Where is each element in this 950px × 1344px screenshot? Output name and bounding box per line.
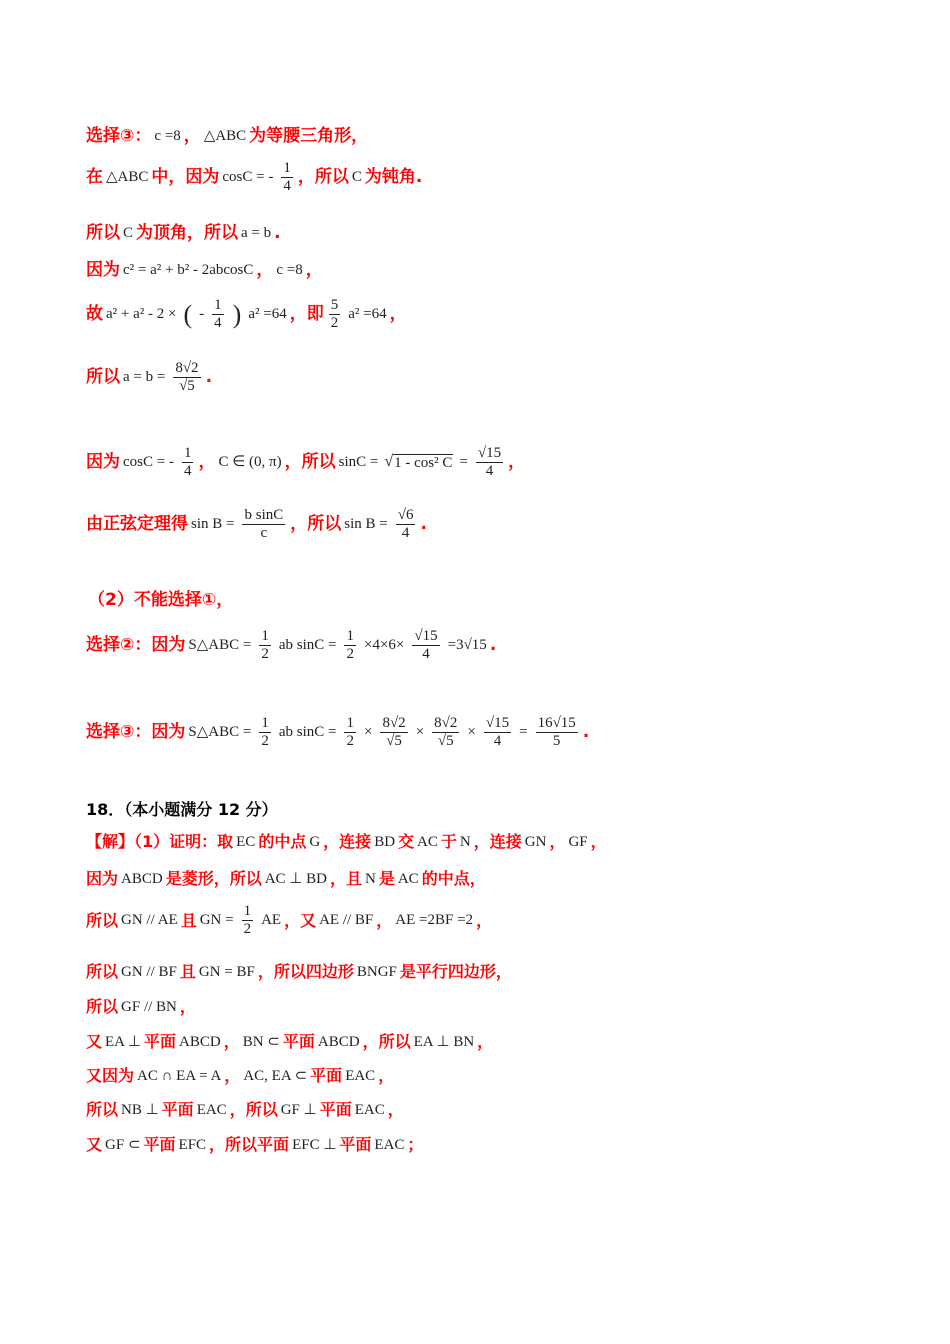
math: AE =2BF =2 [395, 912, 474, 929]
text: . [489, 635, 497, 656]
fraction: $\frac{1}{2}$ [261, 628, 269, 663]
math: GF [568, 833, 588, 850]
line-10 [86, 628, 496, 664]
line-9 [88, 592, 233, 609]
math: GN // AE [121, 912, 178, 929]
line-7 [86, 445, 525, 481]
fraction: $\frac{√6}{4}$ [397, 507, 414, 542]
math: a² =64 [248, 306, 287, 323]
text: 平面 [310, 1066, 343, 1085]
text: . [274, 223, 281, 243]
math: ABCD [179, 1033, 221, 1050]
fraction: $\frac{1}{4}$ [183, 445, 192, 480]
math: C [123, 225, 134, 241]
math: ×4×6× [363, 637, 405, 654]
math: - [199, 306, 205, 323]
math: GN [524, 833, 547, 850]
text: 平面 [144, 1032, 177, 1051]
math: BN ⊂ [242, 1033, 280, 1050]
text: 又 [86, 1032, 103, 1051]
math: × [467, 724, 476, 741]
text: ， [549, 832, 566, 851]
text: ，所以四边形 [257, 962, 354, 981]
text: 因为 [86, 869, 119, 888]
text: ，所以平面 [209, 1135, 290, 1154]
fraction: $\frac{16√15}{5}$ [537, 715, 576, 750]
math: ABCD [317, 1033, 360, 1050]
text: 是 [378, 869, 395, 888]
math: GN // BF [121, 963, 177, 980]
line-16 [86, 964, 512, 980]
fraction: $\frac{8√2}{√5}$ [382, 715, 406, 750]
right-paren: ) [232, 299, 242, 329]
fraction: $\frac{8√2}{√5}$ [175, 360, 199, 395]
math: a = b [241, 225, 272, 241]
math: EAC [345, 1067, 376, 1084]
text: 是菱形，所以 [165, 869, 262, 888]
text: ， [198, 452, 216, 473]
text: 的中点 [258, 832, 307, 851]
math: = [459, 454, 468, 471]
text: . [582, 722, 590, 743]
math: AC, EA ⊂ [243, 1067, 308, 1084]
text: 所以 [86, 367, 120, 388]
text: ， [224, 1066, 241, 1085]
text: 为钝角. [364, 167, 423, 188]
text: 选择③：因为 [86, 722, 186, 743]
sqrt: √ 1 - cos² C [384, 453, 453, 471]
line-17 [86, 999, 196, 1015]
text: 是平行四边形， [399, 962, 512, 981]
text: ； [407, 1135, 424, 1154]
math: cosC = - [123, 454, 174, 471]
math: ABCD [121, 870, 163, 887]
text: 因为 [86, 452, 120, 473]
line-18 [86, 1034, 493, 1050]
math: a² =64 [348, 306, 387, 323]
math: c =8 [154, 128, 181, 144]
line-5 [86, 297, 407, 333]
math: EAC [374, 1136, 405, 1153]
math: c =8 [276, 262, 303, 278]
math: G [309, 833, 321, 850]
math: × [363, 724, 373, 741]
math: AC [397, 870, 419, 887]
text: 由正弦定理得 [86, 514, 188, 535]
text: ， [508, 452, 526, 473]
math: c² = a² + b² - 2abcosC [123, 262, 254, 278]
math: N [459, 833, 471, 850]
text: ，连接 [323, 832, 372, 851]
math: NB ⊥ [121, 1101, 159, 1118]
math: AE // BF [319, 912, 374, 929]
text: ，且 [329, 869, 362, 888]
math: EA ⊥ BN [413, 1033, 475, 1050]
text: ，所以 [229, 1100, 278, 1119]
line-11 [86, 715, 589, 751]
math: EA ⊥ [105, 1033, 141, 1050]
math: EFC ⊥ [292, 1136, 337, 1153]
text: （2）不能选择①， [88, 590, 234, 610]
math: a = b = [123, 369, 166, 386]
fraction: $\frac{√15}{4}$ [477, 445, 502, 480]
text: ， [179, 997, 196, 1016]
text: 18．（本小题满分 12 分） [86, 800, 278, 819]
line-3 [86, 225, 281, 242]
text: 平面 [319, 1100, 352, 1119]
text: 选择②：因为 [86, 635, 186, 656]
text: ， [183, 126, 201, 146]
text: . [205, 367, 213, 388]
text: ， [305, 260, 323, 280]
text: 于 [440, 832, 457, 851]
text: 所以 [86, 997, 119, 1016]
line-15 [86, 903, 492, 939]
text: 又因为 [86, 1066, 135, 1085]
fraction: $\frac{8√2}{√5}$ [434, 715, 458, 750]
text: 所以 [86, 1100, 119, 1119]
math: GF ⊥ [280, 1101, 317, 1118]
fraction: $\frac{1}{2}$ [261, 715, 269, 750]
text: 故 [86, 304, 103, 325]
math: S△ABC = [188, 637, 252, 654]
line-4 [86, 262, 323, 279]
text: 所以 [86, 962, 119, 981]
fraction: $\frac{1}{4}$ [283, 160, 291, 195]
math: ab sinC = [278, 724, 337, 741]
text: 又 [86, 1135, 103, 1154]
line-2 [86, 160, 422, 196]
line-19 [86, 1068, 394, 1084]
fraction: $\frac{√15}{4}$ [414, 628, 438, 663]
text: 平面 [143, 1135, 176, 1154]
text: ，即 [289, 304, 324, 325]
math: AC ∩ EA = A [137, 1067, 222, 1084]
text: ， [376, 910, 393, 930]
line-12-question-header [86, 802, 278, 818]
text: 选择③： [86, 126, 152, 146]
text: ， [223, 1032, 240, 1051]
text: ， [590, 832, 607, 851]
math: =3√15 [447, 637, 487, 654]
text: ， [389, 304, 407, 325]
fraction: $\frac{5}{2}$ [330, 297, 339, 332]
math: GF // BN [121, 998, 177, 1015]
text: 为等腰三角形， [249, 126, 369, 146]
math: N [364, 870, 376, 887]
math: AC [417, 833, 438, 850]
math: cosC = - [222, 169, 274, 186]
text: 所以 [86, 223, 120, 243]
line-14 [86, 871, 486, 887]
text: ，又 [284, 910, 317, 930]
math: S△ABC = [188, 724, 252, 741]
text: ，所以 [290, 514, 342, 535]
text: 的中点， [421, 869, 486, 888]
line-6 [86, 360, 212, 396]
text: ， [256, 260, 274, 280]
math: EC [236, 833, 256, 850]
math: ab sinC = [278, 637, 337, 654]
left-paren: ( [183, 299, 193, 329]
math: C [351, 169, 362, 186]
text: 所以 [86, 910, 119, 930]
math: AC ⊥ BD [264, 870, 327, 887]
math: GN = [199, 912, 234, 929]
math: GN = BF [198, 963, 255, 980]
fraction: $\frac{1}{4}$ [214, 297, 222, 332]
math: sin B = [191, 516, 235, 533]
math: a² + a² - 2 × [106, 306, 177, 323]
line-13 [86, 834, 607, 850]
text: 且 [179, 962, 196, 981]
line-1 [86, 128, 368, 145]
text: 因为 [86, 260, 120, 280]
text: 平面 [161, 1100, 194, 1119]
text: ，所以 [284, 452, 336, 473]
text: ， [476, 910, 493, 930]
math: EAC [354, 1101, 385, 1118]
text: ， [387, 1100, 404, 1119]
text: ， [477, 1032, 494, 1051]
text: ，连接 [473, 832, 522, 851]
math: BNGF [356, 963, 397, 980]
line-20 [86, 1102, 404, 1118]
math: EFC [178, 1136, 207, 1153]
math: EAC [196, 1101, 227, 1118]
fraction: $\frac{1}{2}$ [346, 628, 354, 663]
math: △ABC [106, 169, 149, 186]
text: 且 [180, 910, 197, 930]
text: 在 [86, 167, 103, 188]
line-8 [86, 507, 427, 543]
math: GF ⊂ [105, 1136, 141, 1153]
fraction: $\frac{1}{2}$ [346, 715, 354, 750]
math: △ABC [203, 128, 247, 144]
text: 【解】（1）证明：取 [86, 832, 234, 851]
text: 中，因为 [151, 167, 220, 188]
line-21 [86, 1137, 423, 1153]
text: ，所以 [297, 167, 349, 188]
math: BD [374, 833, 396, 850]
math: × [415, 724, 425, 741]
text: 平面 [282, 1032, 315, 1051]
text: ， [378, 1066, 395, 1085]
math: sin B = [344, 516, 388, 533]
math: AE [261, 912, 282, 929]
math: C ∈ (0, π) [218, 454, 282, 471]
fraction: $\frac{1}{2}$ [243, 903, 252, 938]
math: = [519, 724, 528, 741]
text: 交 [398, 832, 415, 851]
fraction: $\frac{√15}{4}$ [485, 715, 510, 750]
math: sinC = [338, 454, 379, 471]
text: ，所以 [362, 1032, 411, 1051]
fraction: $\frac{\text{b sinC}}{c}$ [244, 507, 284, 542]
text: 为顶角，所以 [136, 223, 239, 243]
text: 平面 [339, 1135, 372, 1154]
text: . [420, 514, 427, 535]
